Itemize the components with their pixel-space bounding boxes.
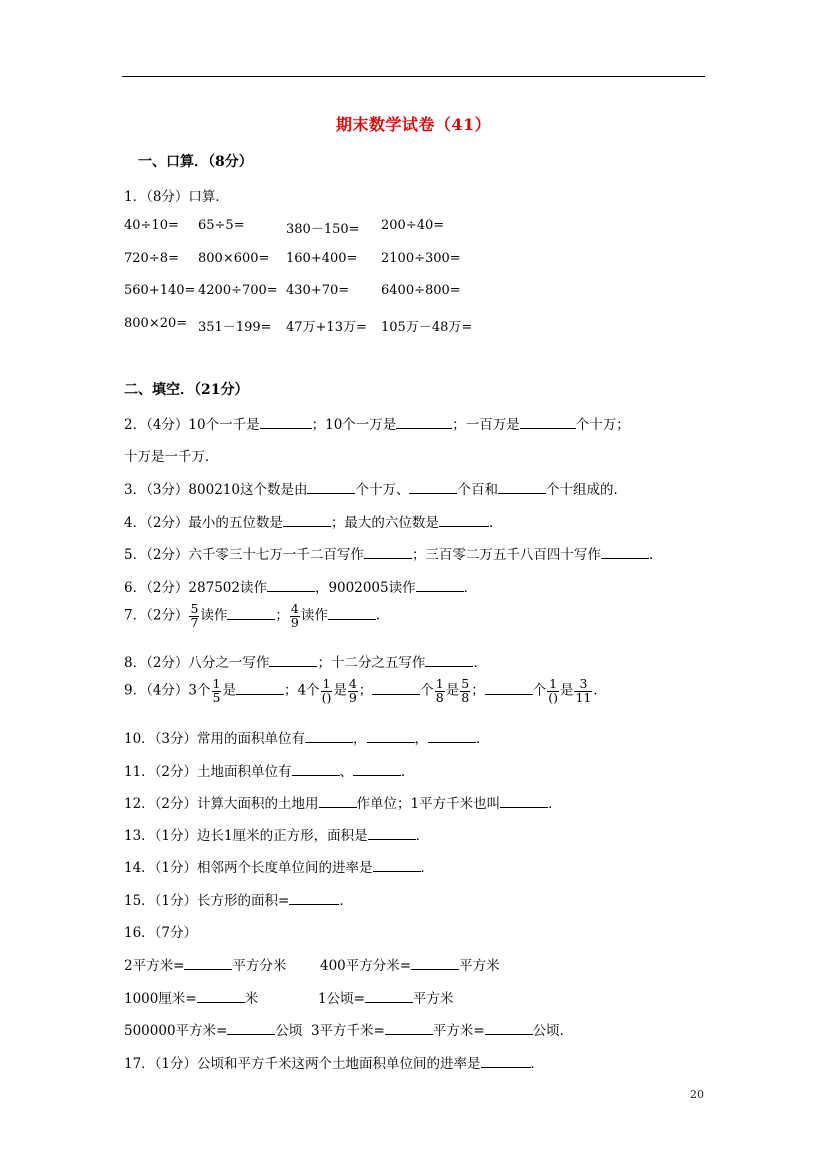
answer-blank[interactable] (227, 607, 275, 620)
question-5 (124, 543, 662, 563)
frac-num: 1 (549, 676, 558, 691)
calc-r4-c2: 351－199= (198, 320, 272, 335)
calc-r2-c1: 720÷8= (124, 251, 179, 266)
answer-blank[interactable] (319, 795, 357, 808)
question-4 (124, 511, 502, 531)
question-17 (124, 1052, 544, 1072)
q7-text-e: ． (375, 607, 390, 624)
frac-den: 8 (461, 689, 470, 705)
answer-blank[interactable] (372, 682, 420, 695)
calc-r4-c4: 105万－48万= (381, 320, 473, 335)
q16-r1-text-c: 400平方分米= (320, 958, 412, 974)
answer-blank[interactable] (328, 607, 376, 620)
q4-text-c: ． (488, 515, 503, 531)
q12-text-a: 12．（2分）计算大面积的土地用 (124, 796, 319, 812)
fraction-1-8 (435, 678, 445, 704)
header-rule (122, 76, 705, 77)
answer-blank[interactable] (365, 990, 413, 1003)
frac-num: 1 (212, 676, 221, 691)
q4-text-b: ；最大的六位数是 (330, 515, 439, 531)
q8-text-a: 8．（2分）八分之一写作 (124, 655, 270, 671)
q7-text-b: 读作 (200, 607, 228, 624)
frac-den: 7 (190, 614, 199, 630)
q6-text-a: 6．（2分）287502读作 (124, 580, 267, 596)
q16-r1-text-d: 平方米 (459, 958, 500, 974)
q16-row1-right (320, 954, 500, 974)
q9-text-i: 个 (532, 682, 547, 699)
q2-text-b: ；10个一万是 (311, 417, 397, 433)
calc-r2-c4: 2100÷300= (381, 251, 461, 266)
frac-den: 5 (212, 689, 221, 705)
q16-row1-left (124, 954, 286, 974)
question-7 (124, 603, 389, 629)
q16-r3-text-e: 公顷． (532, 1023, 574, 1039)
q3-text-a: 3．（3分）800210这个数是由 (124, 482, 308, 498)
q2-text-a: 2．（4分）10个一千是 (124, 417, 260, 433)
q10-text-c: ， (414, 731, 429, 747)
q16-r1-text-b: 平方分米 (232, 958, 287, 974)
q16-row3 (124, 1019, 573, 1039)
q6-text-c: ． (463, 580, 478, 596)
answer-blank[interactable] (367, 730, 415, 743)
answer-blank[interactable] (283, 514, 331, 527)
q2-text-c: ；一百万是 (452, 417, 520, 433)
fraction-1-blank (547, 678, 559, 704)
frac-den: 9 (348, 689, 357, 705)
q16-r3-text-a: 500000平方米= (124, 1023, 228, 1039)
q9-text-f: 个 (420, 682, 434, 699)
fraction-1-blank (321, 678, 333, 704)
q13-text-b: ． (415, 828, 430, 844)
frac-den[interactable]: () (548, 689, 558, 705)
answer-blank[interactable] (289, 892, 339, 905)
frac-num: 1 (435, 676, 444, 691)
answer-blank[interactable] (425, 654, 473, 667)
answer-blank[interactable] (416, 579, 464, 592)
question-11 (124, 760, 415, 780)
page-number: 20 (690, 1088, 704, 1101)
question-15 (124, 889, 353, 909)
answer-blank[interactable] (385, 1022, 433, 1035)
q16-row2-left (124, 987, 258, 1007)
q7-text-d: 读作 (300, 607, 328, 624)
q9-text-a: 9．（4分）3个 (124, 682, 211, 699)
q16-r2-text-d: 平方米 (412, 991, 454, 1007)
q12-text-c: ． (548, 796, 562, 812)
question-9 (124, 678, 607, 704)
q10-text-a: 10．（3分）常用的面积单位有 (124, 731, 306, 747)
q16-r3-text-b: 公顷 (275, 1023, 303, 1039)
calc-r1-c2: 65÷5= (198, 218, 245, 233)
answer-blank[interactable] (184, 957, 232, 970)
q8-text-c: ． (473, 655, 487, 671)
section1-heading: 一、口算．（8分） (138, 154, 253, 170)
calc-r4-c3: 47万+13万= (286, 320, 367, 335)
q3-text-b: 个十万、 (355, 482, 410, 498)
q12-text-b: 作单位；1平方千米也叫 (356, 796, 501, 812)
q16-r2-text-b: 米 (244, 991, 259, 1007)
q9-text-d: 是 (333, 682, 347, 699)
q14-text-a: 14．（1分）相邻两个长度单位间的进率是 (124, 860, 373, 876)
q7-text-a: 7．（2分） (124, 607, 189, 624)
q2-text-d: 个十万； (575, 417, 630, 433)
q13-text-a: 13．（1分）边长1厘米的正方形，面积是 (124, 828, 368, 844)
calc-r2-c2: 800×600= (198, 251, 270, 266)
answer-blank[interactable] (396, 416, 452, 429)
answer-blank[interactable] (520, 416, 576, 429)
q16-row2-right (318, 987, 453, 1007)
q5-text-a: 5．（2分）六千零三十七万一千二百写作 (124, 547, 364, 563)
answer-blank[interactable] (292, 763, 340, 776)
frac-num: 4 (348, 676, 357, 691)
fraction-5-8 (460, 678, 470, 704)
frac-den[interactable]: () (321, 689, 332, 705)
calc-r3-c4: 6400÷800= (381, 283, 461, 298)
answer-blank[interactable] (267, 579, 315, 592)
q15-text-b: ． (339, 893, 353, 909)
calc-r1-c4: 200÷40= (381, 218, 445, 233)
frac-num: 1 (322, 676, 331, 691)
q11-text-c: ． (401, 764, 415, 780)
q9-text-e: ； (358, 682, 373, 699)
question-12 (124, 792, 562, 812)
q16-r2-text-a: 1000厘米= (124, 991, 197, 1007)
answer-blank[interactable] (409, 481, 457, 494)
answer-blank[interactable] (411, 957, 459, 970)
answer-blank[interactable] (269, 654, 317, 667)
answer-blank[interactable] (485, 1022, 533, 1035)
fraction-4-9 (290, 603, 300, 629)
answer-blank[interactable] (439, 514, 489, 527)
calc-r3-c3: 430+70= (286, 283, 350, 298)
q9-text-g: 是 (445, 682, 460, 699)
q9-text-j: 是 (559, 682, 574, 699)
q11-text-a: 11．（2分）土地面积单位有 (124, 764, 292, 780)
q1-intro: 1．（8分）口算． (124, 189, 229, 205)
q8-text-b: ；十二分之五写作 (317, 655, 426, 671)
q16-r3-text-d: 平方米= (432, 1023, 485, 1039)
question-2 (124, 413, 630, 433)
q5-text-b: ；三百零二万五千八百四十写作 (411, 547, 601, 563)
question-2-cont: 十万是一千万． (124, 449, 219, 465)
calc-r1-c1: 40÷10= (124, 218, 179, 233)
question-14 (124, 856, 434, 876)
answer-blank[interactable] (307, 481, 355, 494)
q6-text-b: ，9002005读作 (314, 580, 416, 596)
q9-text-k: ． (593, 682, 607, 699)
answer-blank[interactable] (197, 990, 245, 1003)
q4-text-a: 4．（2分）最小的五位数是 (124, 515, 283, 531)
frac-num: 3 (579, 676, 588, 691)
answer-blank[interactable] (368, 827, 416, 840)
fraction-5-7 (189, 603, 199, 629)
frac-num: 4 (290, 601, 299, 616)
question-8 (124, 651, 487, 671)
q3-text-d: 个十组成的． (545, 482, 627, 498)
question-13 (124, 824, 429, 844)
q16-r2-text-c: 1公顷= (318, 991, 365, 1007)
calc-r1-c3: 380－150= (286, 222, 360, 237)
answer-blank[interactable] (500, 795, 548, 808)
frac-num: 5 (190, 601, 199, 616)
q9-text-b: 是 (222, 682, 236, 699)
q16-r3-text-c: 3平方千米= (310, 1023, 385, 1039)
answer-blank[interactable] (498, 481, 546, 494)
question-3 (124, 478, 627, 498)
frac-den: 9 (290, 614, 299, 630)
fraction-3-11 (574, 678, 592, 704)
calc-r4-c1: 800×20= (124, 316, 188, 331)
answer-blank[interactable] (481, 1055, 531, 1068)
frac-num: 5 (461, 676, 470, 691)
q15-text-a: 15．（1分）长方形的面积= (124, 893, 290, 909)
q3-text-c: 个百和 (457, 482, 498, 498)
frac-den: 8 (435, 689, 444, 705)
answer-blank[interactable] (236, 682, 284, 695)
frac-den: 11 (575, 689, 592, 705)
fraction-4-9 (348, 678, 358, 704)
q5-text-c: ． (648, 547, 663, 563)
fraction-1-5 (212, 678, 222, 704)
answer-blank[interactable] (485, 682, 533, 695)
page-title: 期末数学试卷（41） (335, 115, 492, 134)
calc-r2-c3: 160+400= (286, 251, 358, 266)
answer-blank[interactable] (260, 416, 312, 429)
q9-text-h: ； (471, 682, 485, 699)
q16-r1-text-a: 2平方米= (124, 958, 185, 974)
q17-text-b: ． (530, 1056, 545, 1072)
q10-text-d: ． (476, 731, 490, 747)
q14-text-b: ． (420, 860, 435, 876)
answer-blank[interactable] (353, 763, 401, 776)
q17-text-a: 17．（1分）公顷和平方千米这两个土地面积单位间的进率是 (124, 1056, 481, 1072)
q9-text-c: ；4个 (283, 682, 320, 699)
q10-text-b: ， (353, 731, 367, 747)
calc-r3-c2: 4200÷700= (198, 283, 278, 298)
q7-text-c: ； (275, 607, 289, 624)
answer-blank[interactable] (601, 546, 649, 559)
section2-heading: 二、填空．（21分） (124, 382, 249, 398)
answer-blank[interactable] (364, 546, 412, 559)
answer-blank[interactable] (373, 859, 421, 872)
calc-r3-c1: 560+140= (124, 283, 196, 298)
answer-blank[interactable] (227, 1022, 275, 1035)
q11-text-b: 、 (339, 764, 354, 780)
question-16: 16．（7分） (124, 925, 198, 941)
answer-blank[interactable] (428, 730, 476, 743)
answer-blank[interactable] (305, 730, 353, 743)
question-10 (124, 727, 490, 747)
question-6 (124, 576, 477, 596)
